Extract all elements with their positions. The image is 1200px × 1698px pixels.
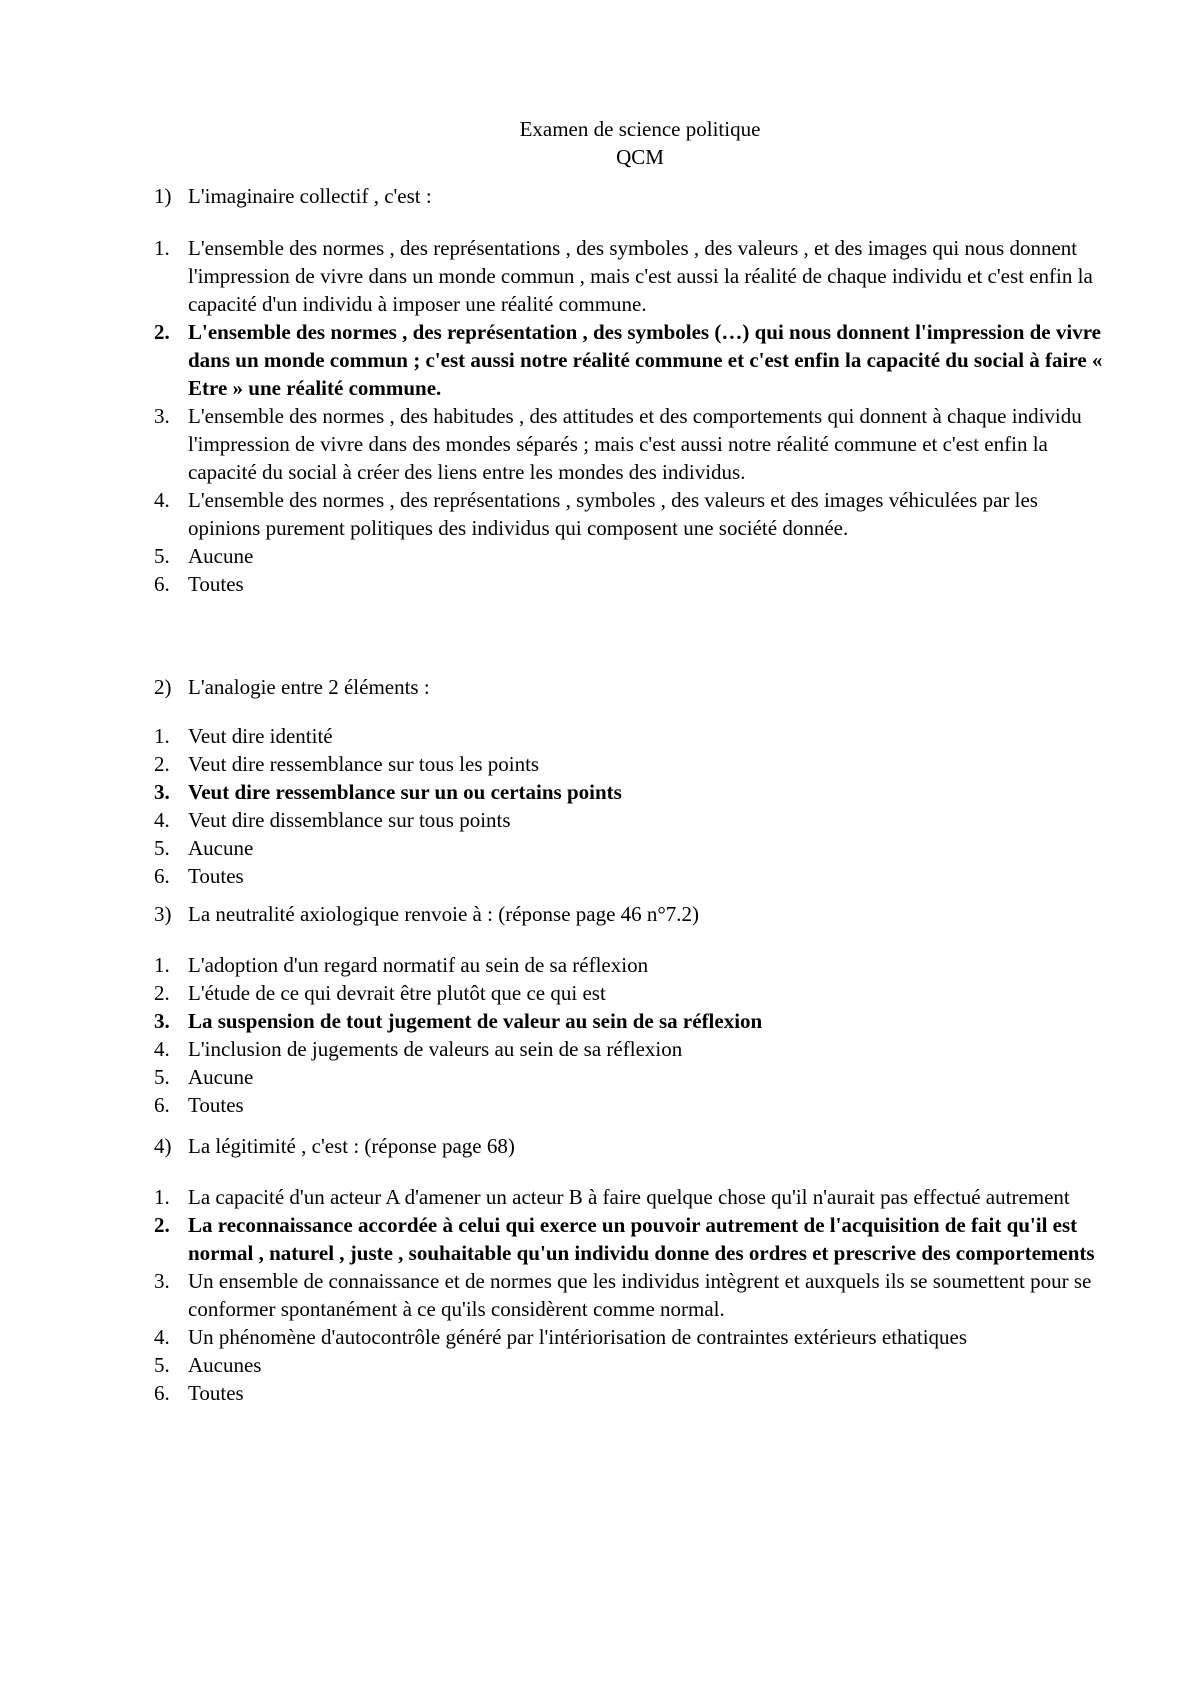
option: 1. La capacité d'un acteur A d'amener un acteur B à faire quelque chose qu'il n'aurait pas effectué autrement <box>154 1185 1070 1209</box>
option-correct: 3. La suspension de tout jugement de valeur au sein de sa réflexion <box>154 1009 763 1033</box>
option: 1. L'ensemble des normes , des représentations , des symboles , des valeurs , et des images qui nous donnent l'impression de vivre dans un monde commun , mais c'est aussi la réalité de chaque individu et c'est enfin la capacité d'un individu à imposer une réalité commune. <box>154 236 1093 316</box>
option: 4. L'ensemble des normes , des représentations , symboles , des valeurs et des images véhiculées par les opinions purement politiques des individus qui composent une société donnée. <box>154 488 1038 540</box>
question-number: 4) <box>154 1134 172 1158</box>
question-number: 2) <box>154 675 172 699</box>
question-1 <box>154 182 1104 210</box>
question-text: La neutralité axiologique renvoie à : (réponse page 46 n°7.2) <box>188 902 700 926</box>
option: 3. L'ensemble des normes , des habitudes , des attitudes et des comportements qui donnent à chaque individu l'impression de vivre dans des mondes séparés ; mais c'est aussi notre réalité commune et c'est enfin la capacité du social à créer des liens entre les mondes des individus. <box>154 404 1082 484</box>
option: 5. Aucune <box>154 544 254 568</box>
option: 5. Aucune <box>154 1065 254 1089</box>
option: 4. Un phénomène d'autocontrôle généré par l'intériorisation de contraintes extérieurs ethatiques <box>154 1325 968 1349</box>
option: 1. Veut dire identité <box>154 724 333 748</box>
option: 6. Toutes <box>154 1093 244 1117</box>
option: 6. Toutes <box>154 572 244 596</box>
exam-title: Examen de science politique <box>519 117 761 141</box>
question-text: L'imaginaire collectif , c'est : <box>188 184 432 208</box>
option: 4. L'inclusion de jugements de valeurs au sein de sa réflexion <box>154 1037 683 1061</box>
option: 5. Aucunes <box>154 1353 262 1377</box>
option: 5. Aucune <box>154 836 254 860</box>
question-1-options <box>154 234 1104 598</box>
question-text: L'analogie entre 2 éléments : <box>188 675 430 699</box>
question-4-options <box>154 1183 1104 1407</box>
question-3-options <box>154 951 1104 1119</box>
option: 2. L'étude de ce qui devrait être plutôt que ce qui est <box>154 981 606 1005</box>
question-2 <box>154 673 1104 701</box>
option-correct: 2. L'ensemble des normes , des représentation , des symboles (…) qui nous donnent l'impression de vivre dans un monde commun ; c'est aussi notre réalité commune et c'est enfin la capacité du social à faire « Etre » une réalité commune. <box>154 320 1103 400</box>
question-4 <box>154 1132 1104 1160</box>
option: 6. Toutes <box>154 1381 244 1405</box>
exam-subtitle: QCM <box>616 145 664 169</box>
option: 6. Toutes <box>154 864 244 888</box>
option: 1. L'adoption d'un regard normatif au sein de sa réflexion <box>154 953 649 977</box>
question-3 <box>154 900 1104 928</box>
option-correct: 3. Veut dire ressemblance sur un ou certains points <box>154 780 622 804</box>
question-2-options <box>154 722 1104 890</box>
option: 2. Veut dire ressemblance sur tous les points <box>154 752 540 776</box>
option-correct: 2. La reconnaissance accordée à celui qui exerce un pouvoir autrement de l'acquisition de fait qu'il est normal , naturel , juste , souhaitable qu'un individu donne des ordres et prescrive des comportements <box>154 1213 1095 1265</box>
option: 4. Veut dire dissemblance sur tous points <box>154 808 511 832</box>
question-text: La légitimité , c'est : (réponse page 68) <box>188 1134 515 1158</box>
question-number: 1) <box>154 184 172 208</box>
question-number: 3) <box>154 902 172 926</box>
option: 3. Un ensemble de connaissance et de normes que les individus intègrent et auxquels ils se soumettent pour se conformer spontanément à ce qu'ils considèrent comme normal. <box>154 1269 1092 1321</box>
